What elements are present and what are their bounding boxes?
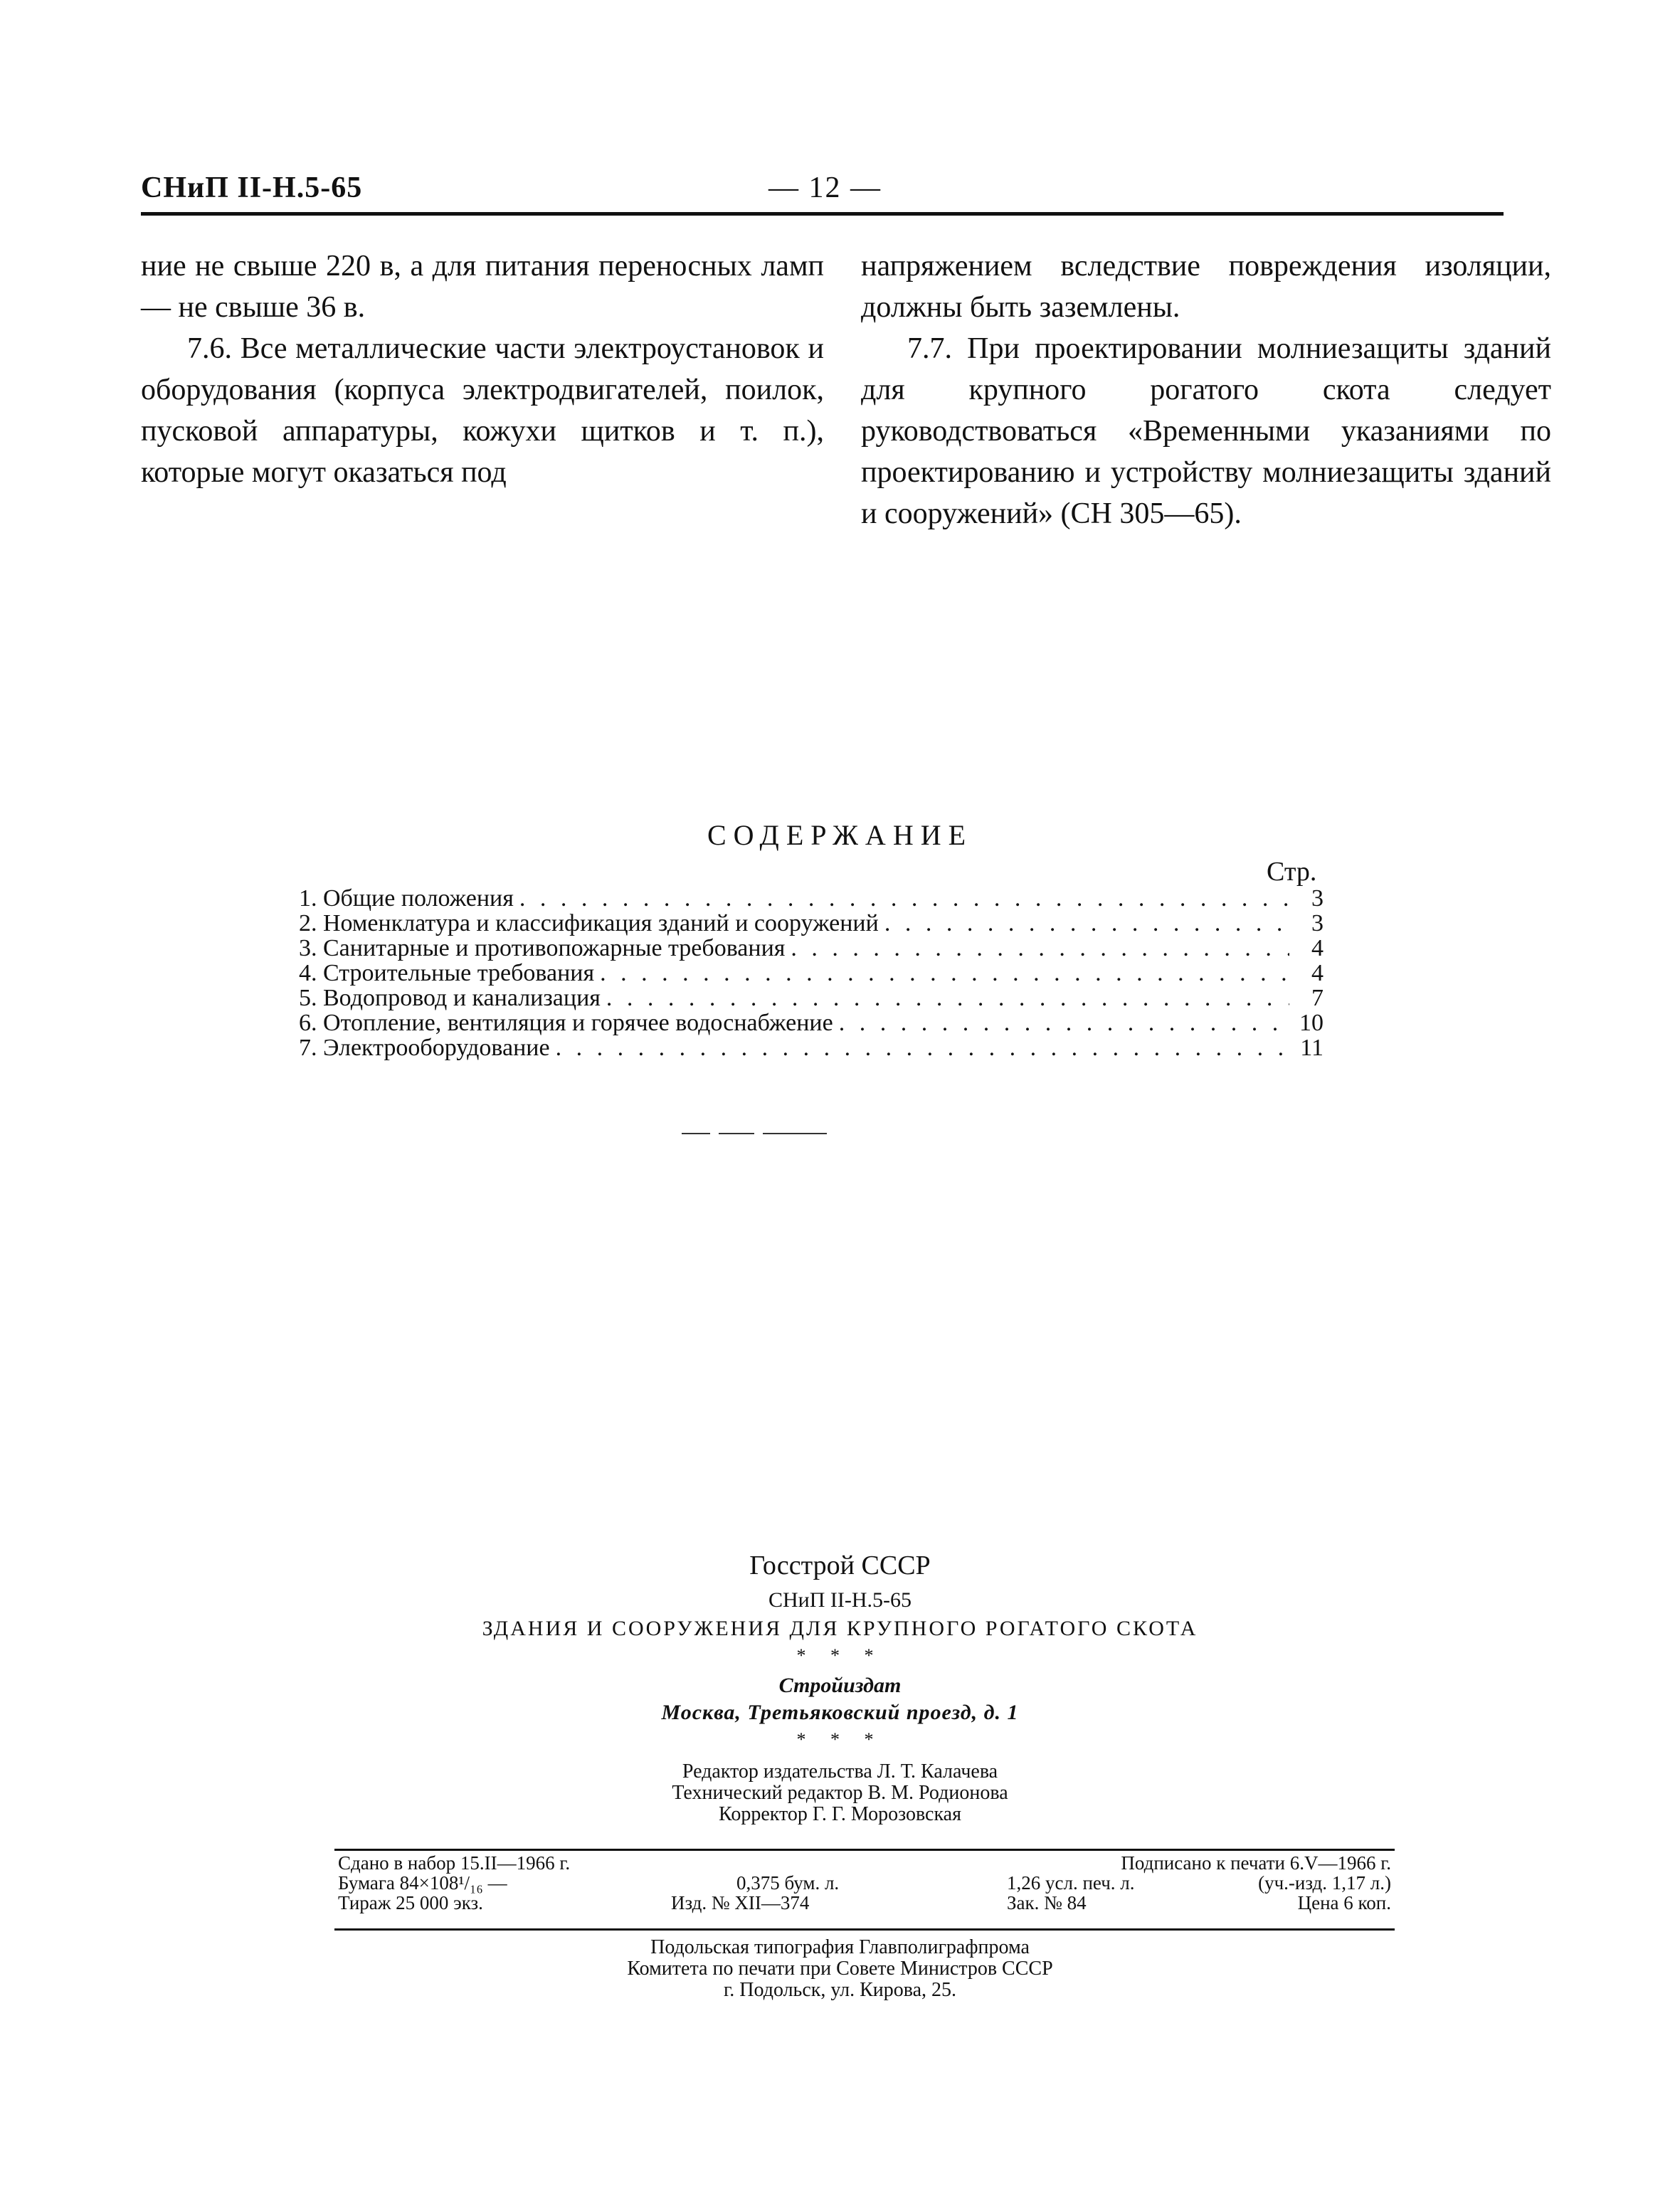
printer-info [0, 1937, 1680, 2001]
document-code: СНиП II-Н.5-65 [141, 171, 363, 204]
imprint-publisher: Стройиздат [778, 1674, 902, 1697]
toc-leader-dots [600, 961, 1289, 986]
imprint-rule-top [334, 1849, 1395, 1851]
details-cell: 0,375 бум. л. [736, 1872, 840, 1894]
right-column [861, 245, 1551, 534]
paragraph-7-6-continued: напряжением вследствие повреждения изоляции, должны быть заземлены. [861, 250, 1551, 324]
details-row [338, 1853, 1391, 1873]
printer-line: Подольская типография Главполиграфпрома [650, 1936, 1030, 1958]
table-of-contents [299, 886, 1324, 1060]
toc-item-page: 3 [1311, 885, 1324, 912]
toc-item-page: 4 [1311, 960, 1324, 986]
header-rule [141, 212, 1504, 216]
toc-item-label: 4. Строительные требования [299, 960, 595, 986]
toc-item-page: 3 [1311, 910, 1324, 936]
toc-item [299, 961, 1324, 986]
imprint-stars: * * * [796, 1729, 884, 1750]
toc-item [299, 1035, 1324, 1060]
toc-item-page: 4 [1311, 935, 1324, 961]
credit-line: Редактор издательства Л. Т. Калачева [682, 1760, 998, 1783]
toc-leader-dots [606, 986, 1289, 1010]
imprint-address: Москва, Третьяковский проезд, д. 1 [661, 1701, 1019, 1724]
imprint-rule-bottom [334, 1928, 1395, 1931]
details-cell: Сдано в набор 15.II—1966 г. [338, 1852, 571, 1874]
details-row [338, 1873, 1391, 1893]
page-number: — 12 — [768, 171, 882, 204]
paragraph-7-7: 7.7. При проектировании молниезащиты зданий для крупного рогатого скота следует руководствоваться «Временными указаниями по проектированию и устройству молниезащиты зданий и сооружений» (СН 305—65). [861, 332, 1551, 530]
details-cell: Цена 6 коп. [1297, 1892, 1391, 1913]
details-row [338, 1893, 1391, 1913]
toc-item-label: 3. Санитарные и противопожарные требования [299, 935, 786, 961]
publication-details [338, 1853, 1391, 1913]
imprint-code: СНиП II-Н.5-65 [768, 1588, 912, 1612]
imprint-title: ЗДАНИЯ И СООРУЖЕНИЯ ДЛЯ КРУПНОГО РОГАТОГО СКОТА [482, 1617, 1198, 1640]
details-cell: Зак. № 84 [1007, 1892, 1087, 1913]
left-column [141, 245, 824, 493]
toc-item [299, 886, 1324, 911]
details-cell: (уч.-изд. 1,17 л.) [1258, 1872, 1391, 1894]
details-cell: Изд. № XII—374 [671, 1892, 810, 1913]
toc-leader-dots [791, 936, 1289, 961]
separator-dash [763, 1133, 827, 1134]
toc-item-label: 7. Электрооборудование [299, 1035, 550, 1061]
toc-item-label: 5. Водопровод и канализация [299, 985, 601, 1011]
toc-item [299, 936, 1324, 961]
imprint-stars: * * * [796, 1645, 884, 1666]
details-cell: Подписано к печати 6.V—1966 г. [1121, 1852, 1391, 1874]
toc-item [299, 986, 1324, 1010]
toc-item [299, 911, 1324, 936]
toc-leader-dots [519, 886, 1289, 911]
details-cell: 1,26 усл. печ. л. [1007, 1872, 1135, 1894]
toc-page-header: Стр. [1267, 857, 1317, 887]
toc-item-label: 2. Номенклатура и классификация зданий и сооружений [299, 910, 879, 936]
toc-leader-dots [884, 911, 1289, 936]
toc-item-label: 6. Отопление, вентиляция и горячее водоснабжение [299, 1010, 833, 1036]
printer-line: г. Подольск, ул. Кирова, 25. [723, 1979, 957, 2001]
toc-item-page: 10 [1299, 1010, 1324, 1036]
details-cell: Тираж 25 000 экз. [338, 1892, 483, 1913]
toc-item-page: 11 [1300, 1035, 1324, 1061]
paragraph-7-6: 7.6. Все металлические части электроустановок и оборудования (корпуса электродвигателей, поилок, пусковой аппаратуры, кожухи щитков и т. п.), которые могут оказаться под [141, 332, 824, 489]
imprint-organization: Госстрой СССР [749, 1551, 931, 1580]
printer-line: Комитета по печати при Совете Министров СССР [627, 1958, 1053, 1980]
toc-item-label: 1. Общие положения [299, 885, 514, 912]
toc-item [299, 1010, 1324, 1035]
toc-item-page: 7 [1311, 985, 1324, 1011]
toc-title: СОДЕРЖАНИЕ [707, 819, 973, 851]
credit-line: Технический редактор В. М. Родионова [672, 1782, 1008, 1804]
separator-dash [682, 1133, 710, 1134]
separator-dash [719, 1133, 754, 1134]
paragraph-continued: ние не свыше 220 в, а для питания переносных ламп — не свыше 36 в. [141, 250, 824, 324]
toc-leader-dots [556, 1035, 1289, 1060]
details-cell: Бумага 84×108¹/₁₆ — [338, 1872, 507, 1894]
imprint-credits [0, 1761, 1680, 1825]
credit-line: Корректор Г. Г. Морозовская [719, 1803, 961, 1825]
toc-leader-dots [839, 1010, 1289, 1035]
